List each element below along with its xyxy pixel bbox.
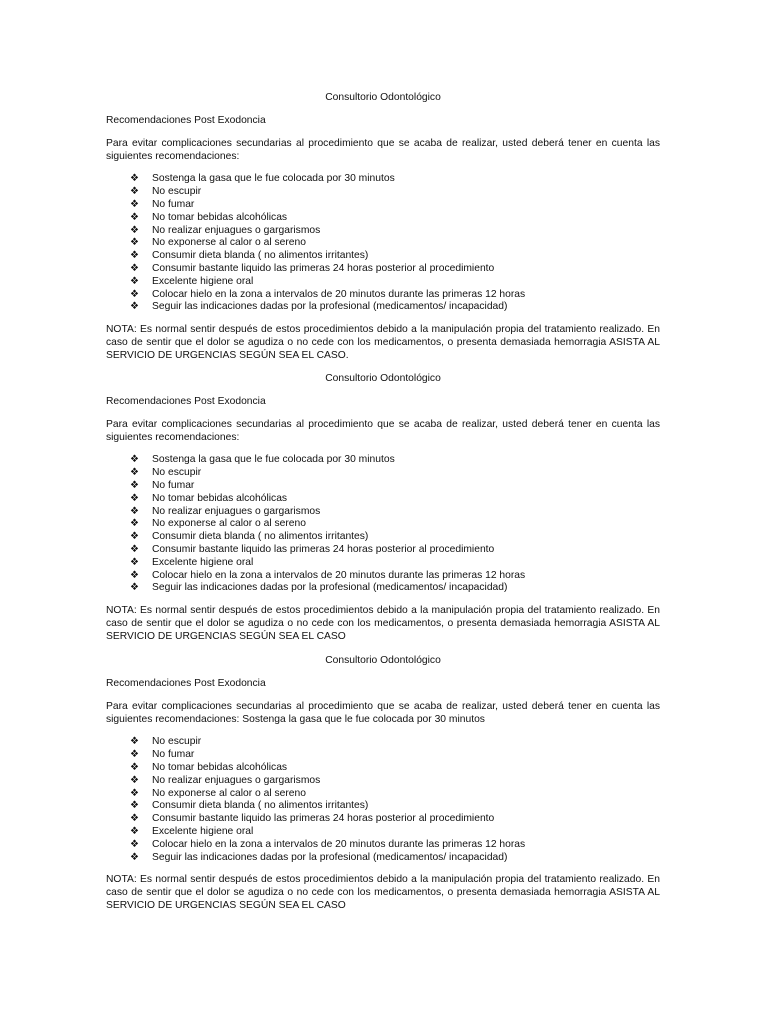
list-item-text: Sostenga la gasa que le fue colocada por 30 minutos — [152, 173, 395, 185]
list-item — [106, 480, 660, 493]
list-item-text: No escupir — [152, 467, 202, 479]
list-item — [106, 557, 660, 570]
diamond-bullet-icon: ❖ — [130, 761, 139, 773]
list-item-text: No fumar — [152, 479, 195, 491]
diamond-bullet-icon: ❖ — [130, 543, 139, 555]
list-item — [106, 544, 660, 557]
list-item — [106, 775, 660, 788]
diamond-bullet-icon: ❖ — [130, 556, 139, 568]
list-item-text: No tomar bebidas alcohólicas — [152, 492, 288, 504]
section-subtitle: Recomendaciones Post Exodoncia — [106, 678, 266, 689]
diamond-bullet-icon: ❖ — [130, 479, 139, 491]
list-item-text: Consumir dieta blanda ( no alimentos irritantes) — [152, 531, 369, 543]
intro-paragraph: Para evitar complicaciones secundarias al procedimiento que se acaba de realizar, usted deberá tener en cuenta las siguientes recomendaciones: — [106, 137, 660, 162]
diamond-bullet-icon: ❖ — [130, 569, 139, 581]
diamond-bullet-icon: ❖ — [130, 736, 139, 748]
list-item — [106, 518, 660, 531]
intro-paragraph: Para evitar complicaciones secundarias al procedimiento que se acaba de realizar, usted deberá tener en cuenta las siguientes recomendaciones: Sostenga la gasa que le fue colocada por 30 minutos — [106, 700, 660, 725]
clinic-title: Consultorio Odontológico — [325, 92, 441, 103]
diamond-bullet-icon: ❖ — [130, 582, 139, 594]
list-item-text: Consumir bastante liquido las primeras 24 horas posterior al procedimiento — [152, 813, 495, 825]
list-item — [106, 454, 660, 467]
list-item — [106, 749, 660, 762]
list-item-text: No exponerse al calor o al sereno — [152, 518, 306, 530]
list-item-text: Sostenga la gasa que le fue colocada por 30 minutos — [152, 454, 395, 466]
list-item — [106, 250, 660, 263]
list-item-text: No realizar enjuagues o gargarismos — [152, 774, 321, 786]
list-item-text: Seguir las indicaciones dadas por la profesional (medicamentos/ incapacidad) — [152, 851, 508, 863]
list-item-text: Consumir bastante liquido las primeras 24 horas posterior al procedimiento — [152, 262, 495, 274]
list-item — [106, 301, 660, 314]
list-item-text: No realizar enjuagues o gargarismos — [152, 224, 321, 236]
diamond-bullet-icon: ❖ — [130, 250, 139, 262]
list-item-text: Seguir las indicaciones dadas por la profesional (medicamentos/ incapacidad) — [152, 582, 508, 594]
list-item — [106, 289, 660, 302]
note-paragraph: NOTA: Es normal sentir después de estos procedimientos debido a la manipulación propia del tratamiento realizado. En caso de sentir que el dolor se agudiza o no cede con los medicamentos, o presenta demasiada hemorragia ASISTA AL SERVICIO DE URGENCIAS SEGÚN SEA EL CASO — [106, 874, 660, 911]
list-item — [106, 826, 660, 839]
diamond-bullet-icon: ❖ — [130, 851, 139, 863]
recommendation-section — [106, 373, 660, 644]
list-item — [106, 582, 660, 595]
list-item — [106, 800, 660, 813]
list-item-text: No exponerse al calor o al sereno — [152, 237, 306, 249]
list-item — [106, 263, 660, 276]
list-item — [106, 813, 660, 826]
list-item-text: Colocar hielo en la zona a intervalos de 20 minutos durante las primeras 12 horas — [152, 288, 526, 300]
list-item — [106, 467, 660, 480]
diamond-bullet-icon: ❖ — [130, 467, 139, 479]
recommendation-list — [106, 454, 660, 595]
list-item — [106, 276, 660, 289]
diamond-bullet-icon: ❖ — [130, 186, 139, 198]
list-item-text: No fumar — [152, 198, 195, 210]
recommendation-section — [106, 92, 660, 363]
list-item-text: No exponerse al calor o al sereno — [152, 787, 306, 799]
diamond-bullet-icon: ❖ — [130, 774, 139, 786]
list-item — [106, 493, 660, 506]
list-item — [106, 570, 660, 583]
diamond-bullet-icon: ❖ — [130, 275, 139, 287]
list-item — [106, 762, 660, 775]
list-item-text: Colocar hielo en la zona a intervalos de 20 minutos durante las primeras 12 horas — [152, 838, 526, 850]
list-item-text: No escupir — [152, 186, 202, 198]
list-item-text: Consumir dieta blanda ( no alimentos irritantes) — [152, 250, 369, 262]
clinic-title: Consultorio Odontológico — [325, 373, 441, 384]
list-item-text: Seguir las indicaciones dadas por la profesional (medicamentos/ incapacidad) — [152, 301, 508, 313]
list-item-text: No tomar bebidas alcohólicas — [152, 211, 288, 223]
diamond-bullet-icon: ❖ — [130, 211, 139, 223]
list-item-text: No fumar — [152, 749, 195, 761]
diamond-bullet-icon: ❖ — [130, 301, 139, 313]
section-subtitle: Recomendaciones Post Exodoncia — [106, 396, 266, 407]
clinic-title: Consultorio Odontológico — [325, 655, 441, 666]
diamond-bullet-icon: ❖ — [130, 288, 139, 300]
list-item-text: Excelente higiene oral — [152, 275, 254, 287]
diamond-bullet-icon: ❖ — [130, 198, 139, 210]
diamond-bullet-icon: ❖ — [130, 454, 139, 466]
note-paragraph: NOTA: Es normal sentir después de estos procedimientos debido a la manipulación propia del tratamiento realizado. En caso de sentir que el dolor se agudiza o no cede con los medicamentos, o presenta demasiada hemorragia ASISTA AL SERVICIO DE URGENCIAS SEGÚN SEA EL CASO. — [106, 324, 660, 361]
list-item — [106, 173, 660, 186]
list-item — [106, 839, 660, 852]
list-item — [106, 531, 660, 544]
list-item-text: Excelente higiene oral — [152, 556, 254, 568]
list-item — [106, 506, 660, 519]
recommendation-list — [106, 173, 660, 314]
list-item — [106, 788, 660, 801]
list-item-text: Excelente higiene oral — [152, 825, 254, 837]
list-item — [106, 199, 660, 212]
note-paragraph: NOTA: Es normal sentir después de estos procedimientos debido a la manipulación propia del tratamiento realizado. En caso de sentir que el dolor se agudiza o no cede con los medicamentos, o presenta demasiada hemorragia ASISTA AL SERVICIO DE URGENCIAS SEGÚN SEA EL CASO — [106, 605, 660, 642]
recommendation-section — [106, 655, 660, 913]
diamond-bullet-icon: ❖ — [130, 224, 139, 236]
list-item-text: Consumir dieta blanda ( no alimentos irritantes) — [152, 800, 369, 812]
diamond-bullet-icon: ❖ — [130, 505, 139, 517]
list-item-text: No realizar enjuagues o gargarismos — [152, 505, 321, 517]
intro-paragraph: Para evitar complicaciones secundarias al procedimiento que se acaba de realizar, usted deberá tener en cuenta las siguientes recomendaciones: — [106, 418, 660, 443]
diamond-bullet-icon: ❖ — [130, 531, 139, 543]
diamond-bullet-icon: ❖ — [130, 838, 139, 850]
diamond-bullet-icon: ❖ — [130, 813, 139, 825]
list-item — [106, 225, 660, 238]
diamond-bullet-icon: ❖ — [130, 262, 139, 274]
diamond-bullet-icon: ❖ — [130, 492, 139, 504]
list-item-text: Colocar hielo en la zona a intervalos de 20 minutos durante las primeras 12 horas — [152, 569, 526, 581]
diamond-bullet-icon: ❖ — [130, 749, 139, 761]
diamond-bullet-icon: ❖ — [130, 173, 139, 185]
list-item — [106, 852, 660, 865]
diamond-bullet-icon: ❖ — [130, 518, 139, 530]
list-item-text: Consumir bastante liquido las primeras 24 horas posterior al procedimiento — [152, 543, 495, 555]
list-item — [106, 212, 660, 225]
list-item — [106, 736, 660, 749]
recommendation-list — [106, 736, 660, 864]
list-item-text: No escupir — [152, 736, 202, 748]
diamond-bullet-icon: ❖ — [130, 825, 139, 837]
diamond-bullet-icon: ❖ — [130, 787, 139, 799]
section-subtitle: Recomendaciones Post Exodoncia — [106, 115, 266, 126]
list-item — [106, 186, 660, 199]
diamond-bullet-icon: ❖ — [130, 237, 139, 249]
list-item-text: No tomar bebidas alcohólicas — [152, 761, 288, 773]
diamond-bullet-icon: ❖ — [130, 800, 139, 812]
list-item — [106, 237, 660, 250]
